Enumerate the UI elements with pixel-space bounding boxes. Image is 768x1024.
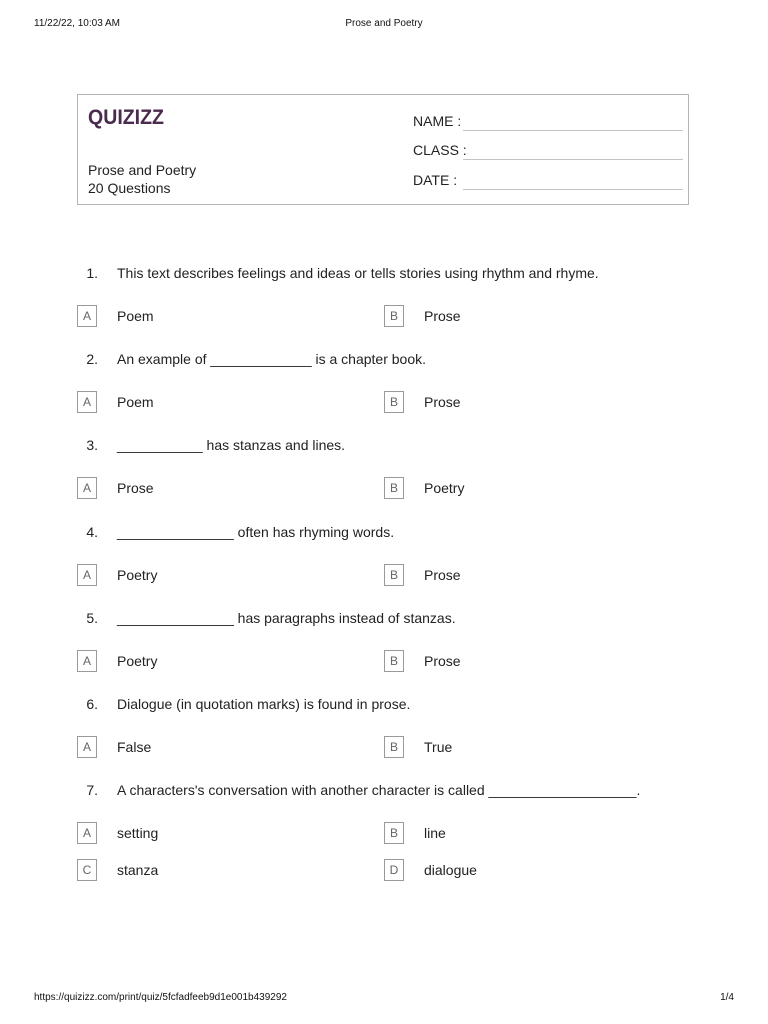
quizizz-logo (88, 103, 168, 129)
print-timestamp: 11/22/22, 10:03 AM (34, 18, 120, 29)
option-text: Prose (424, 308, 461, 324)
question-number: 5. (86, 610, 98, 626)
option-letter: B (384, 305, 404, 327)
question-text: _______________ has paragraphs instead of stanzas. (117, 610, 456, 626)
option-letter: D (384, 859, 404, 881)
option-text: Prose (117, 480, 154, 496)
class-line (463, 159, 683, 160)
question-number: 1. (86, 265, 98, 281)
question-text: Dialogue (in quotation marks) is found in prose. (117, 696, 411, 712)
question-text: _______________ often has rhyming words. (117, 524, 395, 540)
option-text: stanza (117, 862, 159, 878)
option-letter: A (77, 650, 97, 672)
page-number: 1/4 (720, 992, 734, 1003)
quiz-header-box (77, 94, 689, 205)
option-text: Poetry (117, 653, 158, 669)
question-number: 6. (86, 696, 98, 712)
option-text: Poetry (117, 567, 158, 583)
print-title: Prose and Poetry (345, 18, 423, 29)
option-text: Poem (117, 308, 154, 324)
option-letter: B (384, 650, 404, 672)
option-text: Poem (117, 394, 154, 410)
name-label: NAME : (413, 113, 462, 129)
option-text: Prose (424, 394, 461, 410)
option-letter: B (384, 564, 404, 586)
logo-text: QUIZIZZ (88, 106, 165, 129)
option-letter: C (77, 859, 97, 881)
option-letter: A (77, 391, 97, 413)
question-text: This text describes feelings and ideas or tells stories using rhythm and rhyme. (117, 265, 599, 281)
option-letter: B (384, 736, 404, 758)
option-text: Prose (424, 567, 461, 583)
question-number: 4. (86, 524, 98, 540)
option-letter: A (77, 477, 97, 499)
class-field[interactable] (413, 138, 683, 160)
question-text: ___________ has stanzas and lines. (117, 437, 346, 453)
date-field[interactable] (413, 168, 683, 190)
option-text: False (117, 739, 152, 755)
option-letter: B (384, 391, 404, 413)
option-text: dialogue (424, 862, 477, 878)
option-letter: A (77, 305, 97, 327)
option-text: line (424, 825, 446, 841)
option-text: setting (117, 825, 159, 841)
quiz-title: Prose and Poetry (88, 162, 197, 178)
option-letter: A (77, 736, 97, 758)
option-letter: A (77, 822, 97, 844)
print-footer (34, 992, 734, 1006)
question-text: A characters's conversation with another character is called ___________________. (117, 782, 641, 798)
question-text: An example of _____________ is a chapter book. (117, 351, 427, 367)
option-letter: B (384, 822, 404, 844)
name-field[interactable] (413, 109, 683, 131)
option-text: True (424, 739, 453, 755)
class-label: CLASS : (413, 142, 467, 158)
option-text: Prose (424, 653, 461, 669)
question-number: 2. (86, 351, 98, 367)
date-label: DATE : (413, 172, 458, 188)
question-count: 20 Questions (88, 180, 171, 196)
name-line (463, 130, 683, 131)
question-number: 7. (86, 782, 98, 798)
date-line (463, 189, 683, 190)
option-letter: A (77, 564, 97, 586)
question-number: 3. (86, 437, 98, 453)
option-letter: B (384, 477, 404, 499)
print-url: https://quizizz.com/print/quiz/5fcfadfeeb9d1e001b439292 (34, 992, 287, 1003)
print-header (34, 18, 734, 32)
option-text: Poetry (424, 480, 465, 496)
